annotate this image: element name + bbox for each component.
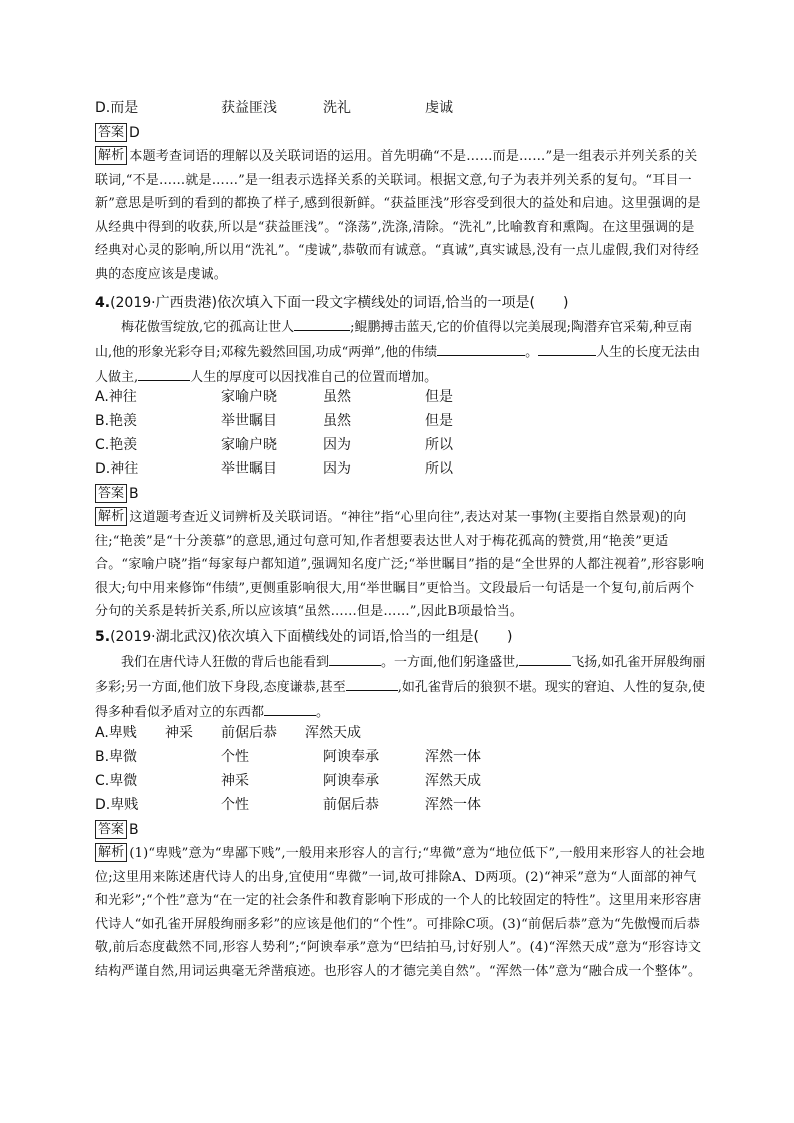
option-word-3: 虽然 [323, 389, 351, 405]
option-word-3: 阿谀奉承 [323, 773, 379, 789]
question-5-answer-line [95, 819, 139, 841]
answer-value: B [129, 822, 139, 838]
analysis-tag: 解析 [95, 507, 127, 526]
answer-value: D [129, 125, 140, 141]
option-word-2: 举世瞩目 [221, 413, 277, 429]
option-label: A.神往 [95, 389, 137, 405]
blank-1 [294, 318, 350, 331]
question-4-answer-line [95, 483, 139, 505]
option-word-4: 浑然天成 [305, 725, 361, 741]
passage-text: 梅花傲雪绽放,它的孤高让世人 [121, 320, 295, 335]
option-word-2: 举世瞩目 [221, 461, 277, 477]
option-word-2: 个性 [221, 797, 249, 813]
option-word-2: 个性 [221, 749, 249, 765]
passage-text: 我们在唐代诗人狂傲的背后也能看到 [121, 655, 330, 670]
question-4-passage [95, 315, 707, 390]
option-word-4: 浑然一体 [425, 797, 481, 813]
question-stem: (2019·湖北武汉)依次填入下面横线处的词语,恰当的一组是( ) [110, 629, 513, 645]
blank-4 [138, 368, 190, 381]
question-4-analysis [95, 506, 707, 624]
analysis-text: (1)“卑贱”意为“卑鄙下贱”,一般用来形容人的言行;“卑微”意为“地位低下”,一般用来形容人的社会地位;这里用来陈述唐代诗人的出身,宜使用“卑微”一词,故可排除A、D两项。(2)“神采”意为“人面部的神气和光彩”;“个性”意为“在一定的社会条件和教育影响下形成的一个人的比较固定的特性”。这里用来形容唐代诗人“如孔雀开屏般绚丽多彩”的应该是他们的“个性”。可排除C项。(3)“前倨后恭”意为“先傲慢而后恭敬,前后态度截然不同,形容人势利”;“阿谀奉承”意为“巴结拍马,讨好别人”。(4)“浑然天成”意为“形容诗文结构严谨自然,用词运典毫无斧凿痕迹。也形容人的才德完美自然”。“浑然一体”意为“融合成一个整体”。 [95, 846, 705, 979]
option-label: D.而是 [95, 100, 139, 116]
option-word-3: 阿谀奉承 [323, 749, 379, 765]
passage-text: 人生的长度无法由人做主, [95, 345, 701, 385]
analysis-text: 这道题考查近义词辨析及关联词语。“神往”指“心里向往”,表达对某一事物(主要指自然景观)的向往;“艳羡”是“十分羡慕”的意思,通过句意可知,作者想要表达世人对于梅花孤高的赞赏,用“艳羡”更适合。“家喻户晓”指“每家每户都知道”,强调知名度广泛;“举世瞩目”指的是“全世界的人都注视着”,形容影响很大;句中用来修饰“伟绩”,更侧重影响很大,用“举世瞩目”更恰当。文段最后一句话是一个复句,前后两个分句的关系是转折关系,所以应该填“虽然……但是……”,因此B项最恰当。 [95, 510, 705, 619]
option-label: D.卑贱 [95, 797, 139, 813]
option-word-3: 虽然 [323, 413, 351, 429]
analysis-tag: 解析 [95, 843, 127, 862]
question-4-title [95, 292, 568, 314]
passage-text: 。 [525, 345, 539, 360]
blank-1 [329, 653, 381, 666]
option-label: D.神往 [95, 461, 139, 477]
option-word-4: 所以 [425, 437, 453, 453]
option-word-3: 前倨后恭 [323, 797, 379, 813]
analysis-text: 本题考查词语的理解以及关联词语的运用。首先明确“不是……而是……”是一组表示并列关系的关联词,“不是……就是……”是一组表示选择关系的关联词。根据文意,句子为表并列关系的复句。“耳目一新”意思是听到的看到的都换了样子,感到很新鲜。“获益匪浅”形容受到很大的益处和启迪。这里强调的是从经典中得到的收获,所以是“获益匪浅”。“涤荡”,洗涤,清除。“洗礼”,比喻教育和熏陶。在这里强调的是经典对心灵的影响,所以用“洗礼”。“虔诚”,恭敬而有诚意。“真诚”,真实诚恳,没有一点儿虚假,我们对待经典的态度应该是虔诚。 [95, 149, 701, 282]
option-label: A.卑贱 [95, 725, 137, 741]
passage-text: 人生的厚度可以因找准自己的位置而增加。 [190, 370, 438, 385]
passage-text: 。一方面,他们躬逢盛世, [381, 655, 520, 670]
passage-text: ,如孔雀背后的狼狈不堪。现实的窘迫、人性的复杂,使得多种看似矛盾对立的东西都 [95, 680, 706, 720]
blank-2 [437, 343, 525, 356]
option-label: C.卑微 [95, 773, 138, 789]
question-5-title [95, 626, 512, 648]
question-5-analysis [95, 842, 707, 983]
option-word-2: 神采 [165, 725, 193, 741]
option-word-4: 浑然天成 [425, 773, 481, 789]
answer-tag: 答案 [95, 484, 127, 503]
blank-3 [346, 678, 398, 691]
question-stem: (2019·广西贵港)依次填入下面一段文字横线处的词语,恰当的一项是( ) [110, 295, 569, 311]
option-word-2: 获益匪浅 [221, 100, 277, 116]
option-label: C.艳羡 [95, 437, 138, 453]
option-word-3: 洗礼 [323, 100, 351, 116]
blank-3 [538, 343, 596, 356]
prev-answer-line [95, 122, 140, 144]
option-label: B.艳羡 [95, 413, 138, 429]
answer-tag: 答案 [95, 820, 127, 839]
option-word-4: 虔诚 [425, 100, 453, 116]
option-label: B.卑微 [95, 749, 138, 765]
option-word-4: 浑然一体 [425, 749, 481, 765]
option-word-4: 但是 [425, 389, 453, 405]
blank-4 [264, 703, 316, 716]
question-number: 5. [95, 629, 111, 645]
answer-tag: 答案 [95, 123, 127, 142]
option-word-2: 家喻户晓 [221, 437, 277, 453]
option-word-2: 家喻户晓 [221, 389, 277, 405]
option-word-2: 神采 [221, 773, 249, 789]
passage-text: 飞扬,如孔雀开屏般绚丽多彩;另一方面,他们放下身段,态度谦恭,甚至 [95, 655, 706, 695]
analysis-tag: 解析 [95, 146, 127, 165]
answer-value: B [129, 486, 139, 502]
option-word-3: 因为 [323, 437, 351, 453]
prev-analysis [95, 145, 707, 286]
option-word-3: 前倨后恭 [221, 725, 277, 741]
passage-text: 。 [316, 705, 330, 720]
question-5-passage [95, 650, 707, 725]
blank-2 [519, 653, 571, 666]
option-word-4: 但是 [425, 413, 453, 429]
question-number: 4. [95, 295, 111, 311]
passage-text: ;鲲鹏搏击蓝天,它的价值得以完美展现;陶潜弃官采菊,种豆南山,他的形象光彩夺目;邓稼先毅然回国,功成“两弹”,他的伟绩 [95, 320, 693, 360]
option-word-3: 因为 [323, 461, 351, 477]
option-word-4: 所以 [425, 461, 453, 477]
